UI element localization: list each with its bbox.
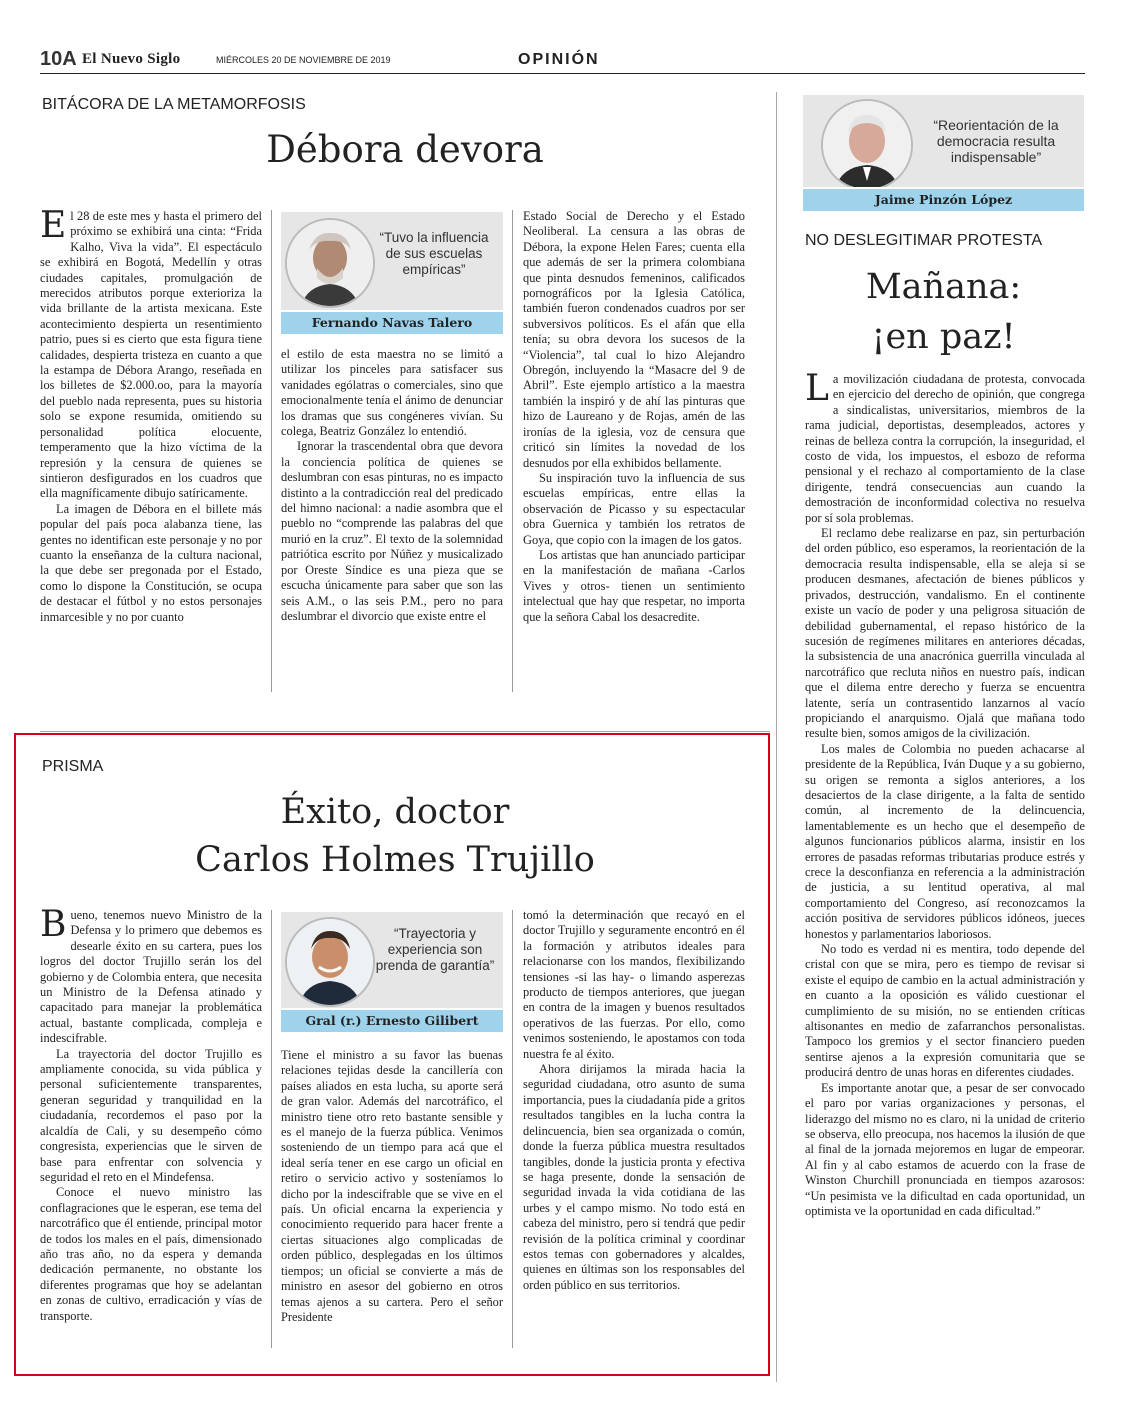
article1-col1-paragraph: La imagen de Débora en el billete más popular del país poca alabanza tiene, las gentes no identifican este personaje y no por cuanto la enseñanza de la cultura nacional, la que debe ser pregonada por el Estado, como lo dispone la Constitución, se ocupa de destacar el fútbol y no estos personajes inmarcesible y no por cuanto — [40, 501, 262, 624]
article1-col2-paragraph: el estilo de esta maestra no se limitó a utilizar los pinceles para satisfacer sus vanidades ególatras o comerciales, sino que emocionalmente tenía el ánimo de denunciar los dramas que sus congéneres vivían. Su colega, Beatriz González lo entendió. — [281, 347, 503, 439]
article3-paragraph: Es importante anotar que, a pesar de ser convocado el paro por varias organizaciones y personas, el liderazgo del mismo no es claro, ni la unidad de criterio se observa, ello preocupa, nos hacemos la ilusión de que al final de la jornada mejoremos en lugar de empeorar. Al fin y al cabo estamos de acuerdo con la frase de Winston Churchill pronunciada en tiempos azarosos: “Un pesimista ve la dificultad en cada oportunidad, un optimista ve la oportunidad en cada dificultad.” — [805, 1080, 1085, 1218]
article3-paragraph: Los males de Colombia no pueden achacarse al presidente de la República, Iván Duque y a su gobierno, su origen se remonta a siglos anteriores, a los desaciertos de la clase dirigente, a la falta de sentido común, al incremento de la delincuencia, lamentablemente es un hecho que el desempeño de algunos funcionarios públicos alarma, insistir en los errores de pasadas reformas tributarias produce estrés y crece la desconfianza en referencia a la administración de justicia, a su lentitud operativa, al mal comportamiento del Congreso, así reconozcamos la acción positiva de servidores públicos idóneos, jueces honestos y parlamentarios laboriosos. — [805, 741, 1085, 941]
article3-quote: “Reorientación de la democracia resulta indispensable” — [933, 117, 1059, 165]
article1-title: Débora devora — [266, 128, 544, 171]
article3-title-line2: ¡en paz! — [871, 317, 1016, 357]
article1-col3-paragraph: Su inspiración tuvo la influencia de sus escuelas empíricas, entre ellas la observación de Picasso y su espectacular obra Guernica y también los retratos de Goya, que copio con la imagen de los gatos. — [523, 470, 745, 547]
article2-drop-cap: B — [40, 908, 67, 945]
article1-column-2 — [281, 347, 503, 692]
section-name: OPINIÓN — [518, 51, 600, 68]
article2-column-3 — [523, 908, 745, 1348]
article2-quote-box — [281, 912, 503, 1030]
article3-quote-box — [803, 95, 1084, 211]
article1-kicker: BITÁCORA DE LA METAMORFOSIS — [42, 96, 306, 113]
article1-col3-paragraph: Los artistas que han anunciado participar en la manifestación de mañana -Carlos Vives y otros- tienen un sentimiento intelectual que hay que respetar, no importa que la señora Cabal los desacredite. — [523, 547, 745, 624]
article-separator — [40, 731, 770, 732]
article1-drop-cap: E — [40, 209, 67, 246]
article2-title-line2: Carlos Holmes Trujillo — [195, 840, 595, 880]
article2-author: Gral (r.) Ernesto Gilibert — [281, 1008, 503, 1032]
article1-author: Fernando Navas Talero — [281, 310, 503, 334]
article2-col1-paragraph: La trayectoria del doctor Trujillo es ampliamente conocida, su vida pública y personal suficientemente transparentes, generan seguridad y tranquilidad en la ciudadanía, recordemos el paso por la alcaldía de Cali, y su desempeño cómo congresista, experiencias que le sirven de base para enfrentar con solvencia y seguridad el reto en el Mindefensa. — [40, 1046, 262, 1184]
article2-kicker: PRISMA — [42, 758, 104, 775]
article2-col3-paragraph: Ahora dirijamos la mirada hacia la seguridad ciudadana, otro asunto de suma importancia, pues la ciudadanía pide a gritos resultados tangibles en la lucha contra la delincuencia, bien sea organizada o común, donde la fuerza pública muestra resultados tangibles, donde la justicia pronta y efectiva se haga presente, donde la sensación de seguridad invada la vida cotidiana de las urbes y el campo mismo. No todo está en cabeza del ministro, pero si tendrá que pedir revisión de la política criminal y coordinar estos temas con gobernadores y alcaldes, quienes en últimas son los responsables del orden público en sus territorios. — [523, 1062, 745, 1292]
header-rule — [40, 73, 1085, 74]
author-photo — [821, 99, 913, 191]
article3-author: Jaime Pinzón López — [803, 187, 1084, 211]
article2-col1-paragraph: Conoce el nuevo ministro las conflagraciones que le esperan, ese tema del narcotráfico que él entiende, principal motor de todos los males en el país, dimensionado año tras año, no da espera y demanda dedicación permanente, no obstante los diferentes programas que hoy se adelantan en zonas de cultivo, erradicación y vías de transporte. — [40, 1185, 262, 1323]
page-header — [40, 48, 1085, 74]
article3-paragraph: a movilización ciudadana de protesta, convocada en ejercicio del derecho de opinión, que congrega a sindicalistas, universitarios, miembros de la rama judicial, deportistas, desempleados, actores y reinas de belleza contra la corrupción, la inseguridad, el costo de vida, los impuestos, el esbozo de reforma pensional y el rechazo al comportamiento de la clase dirigente, tendrá consecuencias aun cuando la demostración de inconformidad colectiva no resuelva por sí sola problemas. — [805, 372, 1085, 525]
article1-quote: “Tuvo la influencia de sus escuelas empíricas” — [379, 230, 489, 277]
article2-col1-paragraph: ueno, tenemos nuevo Ministro de la Defensa y lo primero que debemos es desearle éxito en su cartera, pues los logros del doctor Trujillo serán los del gobierno y de Colombia entera, que necesita un Ministro de la Defensa atinado y capacitado para manejar la problemática actual, bastante complicada, compleja e indescifrable. — [40, 908, 262, 1046]
article2-column-2 — [281, 1048, 503, 1348]
article1-column-1 — [40, 209, 262, 691]
main-column-divider — [776, 92, 777, 1382]
article3-paragraph: No todo es verdad ni es mentira, todo depende del cristal con que se mira, pero es tiempo de revisar si existe el equipo de cambio en la actual administración y en cuanto a la oposición es válido cuestionar el cumplimiento de su misión, no se entienden críticas altisonantes en medio de zafarranchos personalistas. Tampoco los gremios y el sector financiero pueden sentirse ajenos a la expresión comunitaria que se producirá dentro de unas horas en diferentes ciudades. — [805, 942, 1085, 1080]
article3-column — [805, 372, 1085, 1354]
newspaper-logo: El Nuevo Siglo — [82, 51, 181, 67]
author-photo — [285, 218, 375, 308]
article1-column-3 — [523, 209, 745, 691]
article2-title — [30, 788, 760, 884]
article1-quote-box — [281, 212, 503, 332]
article2-quote: “Trayectoria y experiencia son prenda de garantía” — [375, 926, 495, 973]
article1-col2-paragraph: Ignorar la trascendental obra que devora la conciencia política de quienes se deslumbran con esas pinturas, no es impacto distinto a la contradicción real del predicado del himno nacional: a nadie asombra que el pueblo no “comprende las palabras del que murió en la cruz”. El texto de la solemnidad patriótica escrito por Núñez y musicalizado por Oreste Síndice es una pieza que se escucha únicamente para saber que son las seis A.M., o las seis P.M., pero no para deslumbrar el divorcio que existe entre el — [281, 439, 503, 623]
page-number: 10A — [40, 48, 77, 70]
article3-drop-cap: L — [805, 372, 829, 409]
column-divider — [271, 910, 272, 1348]
article2-col2-paragraph: Tiene el ministro a su favor las buenas relaciones tejidas desde la cancillería con países aliados en esta lucha, su aporte será de gran valor. Además del narcotráfico, el ministro tiene otro reto bastante sensible y es el manejo de la fuerza pública. Venimos sosteniendo de un tiempo para acá que el ideal sería tener en ese cargo un oficial en retiro o servicio activo y sosteníamos lo dicho por la indescifrable que se vive en el país. Un oficial encarna la experiencia y conocimiento requerido para hacer frente a ciertas situaciones algo complicadas de orden público, desplegadas en los últimos tiempos; un oficial se convierte a más de ministro en asesor del gobierno en otros temas ajenos a su cartera. Pero el señor Presidente — [281, 1048, 503, 1324]
column-divider — [271, 210, 272, 692]
issue-date: MIÉRCOLES 20 DE NOVIEMBRE DE 2019 — [216, 55, 391, 65]
article2-column-1 — [40, 908, 262, 1348]
article2-title-line1: Éxito, doctor — [280, 792, 510, 832]
author-photo — [285, 917, 375, 1007]
article1-col3-paragraph: Estado Social de Derecho y el Estado Neoliberal. La censura a las obras de Débora, la expone Helen Fares; cuenta ella que además de ser la primera colombiana que pinta desnudos femeninos, calificados pornográficos por la Iglesia Católica, también fueron condenados cuadros por ser subversivos políticos. Es el afán que ella tenía; su obra devora los sucesos de la “Violencia”, tal cual lo hizo Alejandro Obregón, incluyendo la “Masacre del 9 de Abril”. Este ejemplo artístico a la maestra también la inspiró y de ahí las pinturas que hizo de Laureano y de Rojas, amén de las ironías de la iglesia, voz de censura que criticó sin límites la novedad de los desnudos por ella exhibidos bellamente. — [523, 209, 745, 470]
article2-col3-paragraph: tomó la determinación que recayó en el doctor Trujillo y seguramente encontró en él la formación y atributos ideales para relacionarse con los mandos, flexibilizando tensiones -si las hay- o limando asperezas producto de tiempos anteriores, que juegan en contra de la imagen y buenos resultados operativos de las fuerzas. Por ello, como venimos sosteniendo, le apostamos con toda nuestra fe al éxito. — [523, 908, 745, 1061]
article1-col1-paragraph: l 28 de este mes y hasta el primero del próximo se exhibirá una cinta: “Frida Kalho, Viva la vida”. El espectáculo se exhibirá en Bogotá, Medellín y otras ciudades capitales, promulgación de merecidos atributos porque exterioriza la vida brillante de la artista mexicana. Este acontecimiento despierta un resentimiento patrio, pues si es cierto que esta figura tiene calidades, despierta tristeza en cuanto a que la estampa de Débora Arango, reseñada en los billetes de $2.000.oo, para la mayoría del pueblo nada representa, pues su historia solo se expone resumida, omitiendo su personalidad política elocuente, temperamento que la hizo víctima de la represión y la censura de quienes se sintieron desfigurados en los cuadros que ella magníficamente dibujo satíricamente. — [40, 209, 262, 501]
article3-paragraph: El reclamo debe realizarse en paz, sin perturbación del orden público, eso esperamos, la reorientación de la democracia resulta indispensable, ella se aleja si se producen desmanes, afectación de bienes públicos y privados, destrucción, vandalismo. En el continente existe un vacío de poder y una peligrosa situación de debilidad gubernamental, el repaso histórico de la sucesión de regímenes militares en anteriores décadas, la subsistencia de una anacrónica guerrilla vinculada al narcotráfico que recluta niños en nuestro país, indican que el dilema entre derecho y fuerza se encuentra latente, sería un contrasentido lanzarnos al vacío propiciando el anarquismo. Ojalá que mañana todo resulte bien, somos amigos de la civilización. — [805, 526, 1085, 741]
column-divider — [512, 910, 513, 1348]
article3-kicker: NO DESLEGITIMAR PROTESTA — [805, 232, 1043, 249]
article3-title — [803, 262, 1084, 362]
column-divider — [512, 210, 513, 692]
article3-title-line1: Mañana: — [865, 267, 1022, 307]
